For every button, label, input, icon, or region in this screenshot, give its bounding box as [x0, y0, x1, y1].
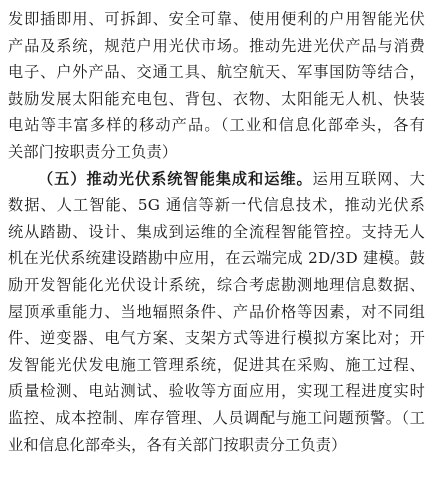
text-line: 电站等丰富多样的移动产品。（工业和信息化部牵头，各有 [8, 116, 425, 135]
text-line: 机在光伏系统建设踏勘中应用，在云端完成 2D/3D 建模。鼓 [8, 249, 425, 268]
text-line: 产品及系统，规范户用光伏市场。推动先进光伏产品与消费 [8, 36, 425, 55]
text-line: 监控、成本控制、库存管理、人员调配与施工问题预警。（工 [8, 408, 425, 427]
text-line-rest: 运用互联网、大 [312, 169, 425, 188]
paragraph-intelligent-integration [8, 166, 425, 459]
text-line: 发智能光伏发电施工管理系统，促进其在采购、施工过程、 [8, 355, 425, 374]
text-line-with-heading [8, 166, 425, 193]
text-line: 关部门按职责分工负责） [8, 142, 178, 161]
text-line: 励开发智能化光伏设计系统，综合考虑勘测地理信息数据、 [8, 275, 425, 294]
text-line: 统从踏勘、设计、集成到运维的全流程智能管控。支持无人 [8, 222, 425, 241]
text-line: 质量检测、电站测试、验收等方面应用，实现工程进度实时 [8, 382, 425, 401]
text-line: 电子、户外产品、交通工具、航空航天、军事国防等结合， [8, 63, 425, 82]
text-line: 屋顶承重能力、当地辐照条件、产品价格等因素，对不同组 [8, 302, 425, 321]
text-line: 件、逆变器、电气方案、支架方式等进行模拟方案比对；开 [8, 329, 425, 348]
section-heading: （五）推动光伏系统智能集成和运维。 [38, 169, 313, 188]
text-line: 发即插即用、可拆卸、安全可靠、使用便利的户用智能光伏 [8, 10, 425, 28]
paragraph-product-systems [8, 6, 425, 166]
text-line: 鼓励发展太阳能充电包、背包、衣物、太阳能无人机、快装 [8, 89, 425, 108]
text-line: 业和信息化部牵头，各有关部门按职责分工负责） [8, 435, 347, 454]
text-line: 数据、人工智能、5G 通信等新一代信息技术，推动光伏系 [8, 196, 425, 215]
